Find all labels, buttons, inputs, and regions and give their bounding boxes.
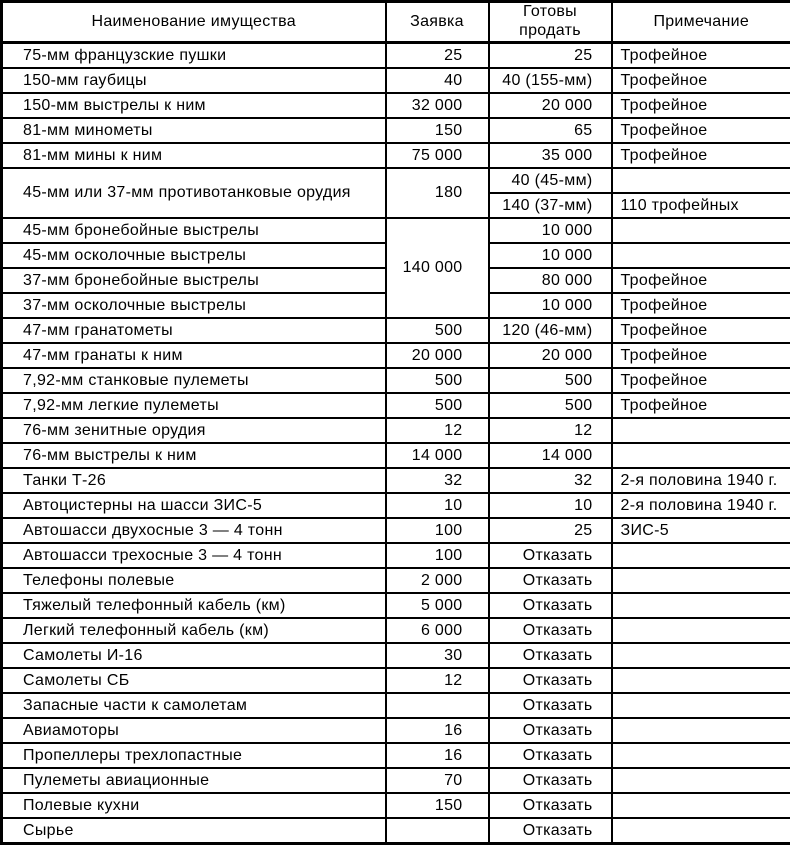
table-cell: 10 000	[489, 293, 612, 318]
table-cell: Трофейное	[612, 268, 790, 293]
table-cell: 150-мм выстрелы к ним	[2, 93, 386, 118]
table-row	[2, 768, 790, 793]
table-cell: 150	[386, 793, 489, 818]
table-cell: Авиамоторы	[2, 718, 386, 743]
table-cell: Трофейное	[612, 93, 790, 118]
table-row	[2, 543, 790, 568]
table-cell: Отказать	[489, 668, 612, 693]
table-cell: ЗИС-5	[612, 518, 790, 543]
table-cell: Пропеллеры трехлопастные	[2, 743, 386, 768]
table-cell: 10 000	[489, 218, 612, 243]
table-cell: 76-мм выстрелы к ним	[2, 443, 386, 468]
table-cell: 45-мм или 37-мм противотанковые орудия	[2, 168, 386, 218]
table-cell: 14 000	[489, 443, 612, 468]
table-cell: 65	[489, 118, 612, 143]
table-row	[2, 618, 790, 643]
table-cell: 81-мм минометы	[2, 118, 386, 143]
table-cell: 76-мм зенитные орудия	[2, 418, 386, 443]
table-cell: Трофейное	[612, 393, 790, 418]
table-row	[2, 118, 790, 143]
table-cell: 25	[489, 43, 612, 69]
table-cell: 20 000	[489, 93, 612, 118]
table-cell: Отказать	[489, 543, 612, 568]
table-cell: 7,92-мм станковые пулеметы	[2, 368, 386, 393]
table-cell: 75 000	[386, 143, 489, 168]
table-cell: 80 000	[489, 268, 612, 293]
table-cell: 150-мм гаубицы	[2, 68, 386, 93]
table-cell	[612, 418, 790, 443]
table-cell	[612, 568, 790, 593]
table-cell: Сырье	[2, 818, 386, 844]
table-cell: 40 (45-мм)	[489, 168, 612, 193]
table-cell: Отказать	[489, 743, 612, 768]
table-cell: 180	[386, 168, 489, 218]
table-row	[2, 493, 790, 518]
table-cell: 37-мм бронебойные выстрелы	[2, 268, 386, 293]
table-cell: 35 000	[489, 143, 612, 168]
table-cell: 75-мм французские пушки	[2, 43, 386, 69]
table-cell: 40 (155-мм)	[489, 68, 612, 93]
table-row	[2, 793, 790, 818]
table-cell: Запасные части к самолетам	[2, 693, 386, 718]
table-cell	[612, 218, 790, 243]
table-cell	[612, 243, 790, 268]
table-row	[2, 368, 790, 393]
table-cell: Трофейное	[612, 118, 790, 143]
table-row	[2, 643, 790, 668]
table-cell: 16	[386, 718, 489, 743]
column-header-ready-to-sell: Готовы продать	[489, 2, 612, 43]
table-cell: 500	[386, 393, 489, 418]
table-cell	[612, 693, 790, 718]
table-cell: 500	[489, 393, 612, 418]
table-row	[2, 668, 790, 693]
table-cell: 47-мм гранаты к ним	[2, 343, 386, 368]
table-cell: Автоцистерны на шасси ЗИС-5	[2, 493, 386, 518]
table-cell: Отказать	[489, 643, 612, 668]
table-cell: Трофейное	[612, 368, 790, 393]
table-cell: 14 000	[386, 443, 489, 468]
table-cell	[612, 793, 790, 818]
column-header-property-name: Наименование имущества	[2, 2, 386, 43]
table-row	[2, 318, 790, 343]
table-cell	[612, 643, 790, 668]
table-cell: 5 000	[386, 593, 489, 618]
table-cell: Отказать	[489, 793, 612, 818]
table-cell: Отказать	[489, 768, 612, 793]
table-cell: 500	[386, 368, 489, 393]
table-cell: Трофейное	[612, 343, 790, 368]
table-row	[2, 593, 790, 618]
table-cell: Пулеметы авиационные	[2, 768, 386, 793]
table-cell: 32	[386, 468, 489, 493]
header-row	[2, 2, 790, 43]
table-cell: 500	[386, 318, 489, 343]
table-cell: 500	[489, 368, 612, 393]
table-cell	[612, 543, 790, 568]
table-cell	[386, 693, 489, 718]
table-row	[2, 168, 790, 193]
table-cell: 100	[386, 543, 489, 568]
table-cell: 2 000	[386, 568, 489, 593]
table-header	[2, 2, 790, 43]
table-row	[2, 693, 790, 718]
table-cell: Отказать	[489, 568, 612, 593]
table-cell: 20 000	[386, 343, 489, 368]
table-cell: Полевые кухни	[2, 793, 386, 818]
table-row	[2, 343, 790, 368]
table-cell: 70	[386, 768, 489, 793]
table-cell: Трофейное	[612, 293, 790, 318]
table-cell: Самолеты СБ	[2, 668, 386, 693]
table-cell: 32	[489, 468, 612, 493]
table-row	[2, 393, 790, 418]
table-cell: 12	[386, 668, 489, 693]
table-row	[2, 468, 790, 493]
table-cell: 20 000	[489, 343, 612, 368]
table-cell	[612, 743, 790, 768]
table-cell: 120 (46-мм)	[489, 318, 612, 343]
table-cell: 81-мм мины к ним	[2, 143, 386, 168]
table-cell: 10 000	[489, 243, 612, 268]
table-cell: Танки Т-26	[2, 468, 386, 493]
table-cell: 12	[386, 418, 489, 443]
table-cell: 10	[489, 493, 612, 518]
table-cell: 2-я половина 1940 г.	[612, 493, 790, 518]
table-cell	[612, 593, 790, 618]
table-cell: 40	[386, 68, 489, 93]
table-row	[2, 93, 790, 118]
table-cell: Отказать	[489, 593, 612, 618]
table-cell: 45-мм осколочные выстрелы	[2, 243, 386, 268]
table-cell: Тяжелый телефонный кабель (км)	[2, 593, 386, 618]
table-cell: 100	[386, 518, 489, 543]
table-cell: 110 трофейных	[612, 193, 790, 218]
table-cell: 140 (37-мм)	[489, 193, 612, 218]
table-cell	[612, 768, 790, 793]
table-row	[2, 718, 790, 743]
table-cell: Трофейное	[612, 143, 790, 168]
table-row	[2, 818, 790, 844]
table-cell: 16	[386, 743, 489, 768]
table-cell: Автошасси двухосные 3 — 4 тонн	[2, 518, 386, 543]
table-cell	[612, 443, 790, 468]
table-cell	[612, 818, 790, 844]
table-row	[2, 143, 790, 168]
table-cell: 45-мм бронебойные выстрелы	[2, 218, 386, 243]
table-row	[2, 743, 790, 768]
table-cell: Самолеты И-16	[2, 643, 386, 668]
table-cell: 12	[489, 418, 612, 443]
table-cell: Отказать	[489, 618, 612, 643]
table-cell: 32 000	[386, 93, 489, 118]
table-cell: 37-мм осколочные выстрелы	[2, 293, 386, 318]
table-row	[2, 518, 790, 543]
table-cell: 7,92-мм легкие пулеметы	[2, 393, 386, 418]
table-cell	[612, 718, 790, 743]
table-cell: 47-мм гранатометы	[2, 318, 386, 343]
table-cell: 150	[386, 118, 489, 143]
table-cell: 25	[489, 518, 612, 543]
table-cell: 10	[386, 493, 489, 518]
table-cell: Легкий телефонный кабель (км)	[2, 618, 386, 643]
table-cell: 2-я половина 1940 г.	[612, 468, 790, 493]
table-row	[2, 443, 790, 468]
table-cell: Отказать	[489, 718, 612, 743]
table-cell: 25	[386, 43, 489, 69]
table-cell: 6 000	[386, 618, 489, 643]
table-row	[2, 568, 790, 593]
table-row	[2, 218, 790, 243]
table-cell	[386, 818, 489, 844]
table-cell	[612, 618, 790, 643]
table-cell: Отказать	[489, 818, 612, 844]
table-cell: 140 000	[386, 218, 489, 318]
table-cell: Трофейное	[612, 68, 790, 93]
table-cell	[612, 168, 790, 193]
table-cell: Автошасси трехосные 3 — 4 тонн	[2, 543, 386, 568]
table-cell: 30	[386, 643, 489, 668]
column-header-note: Примечание	[612, 2, 790, 43]
table-cell	[612, 668, 790, 693]
table-row	[2, 43, 790, 69]
column-header-request: Заявка	[386, 2, 489, 43]
table-cell: Отказать	[489, 693, 612, 718]
table-cell: Трофейное	[612, 43, 790, 69]
table-row	[2, 418, 790, 443]
table-cell: Трофейное	[612, 318, 790, 343]
table-cell: Телефоны полевые	[2, 568, 386, 593]
table-row	[2, 68, 790, 93]
table-body	[2, 43, 790, 844]
